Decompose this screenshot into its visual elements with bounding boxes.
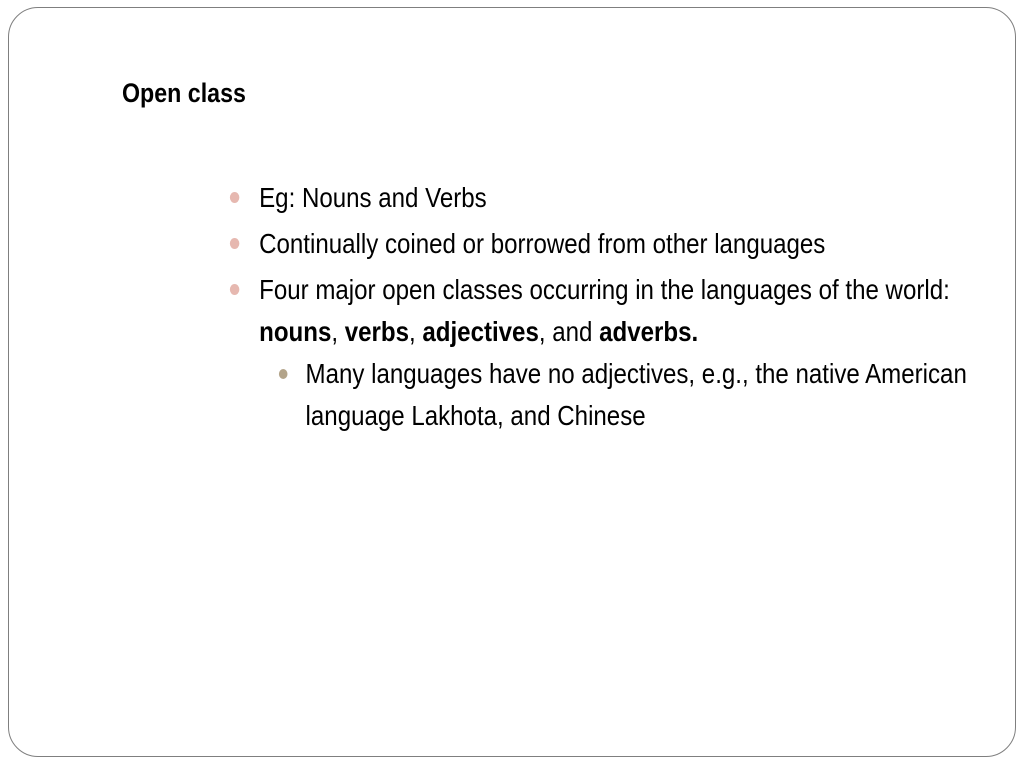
bullet-item — [223, 177, 964, 219]
slide-content — [223, 177, 967, 441]
bullet-dot-icon — [230, 284, 239, 295]
term-adverbs: adverbs. — [599, 316, 699, 347]
separator: , and — [538, 316, 600, 347]
term-nouns: nouns — [259, 316, 332, 347]
separator: , — [409, 316, 423, 347]
separator: , — [331, 316, 345, 347]
bullet-text: Eg: Nouns and Verbs — [259, 182, 487, 213]
bullet-text-prefix: Four major open classes occurring in the languages of the world: — [259, 274, 950, 305]
sub-bullet-item — [269, 353, 993, 437]
bullet-list — [223, 177, 967, 437]
bullet-item — [223, 223, 964, 265]
bullet-text — [259, 274, 950, 347]
bullet-dot-icon — [230, 192, 239, 203]
sub-bullet-dot-icon — [279, 369, 288, 379]
bullet-dot-icon — [230, 238, 239, 249]
sub-bullet-text: Many languages have no adjectives, e.g., the native American language Lakhota, and Chinese — [305, 358, 967, 431]
bullet-item — [223, 269, 967, 437]
bullet-text: Continually coined or borrowed from other languages — [259, 228, 826, 259]
slide-title: Open class — [122, 78, 246, 108]
term-verbs: verbs — [344, 316, 410, 347]
slide-frame — [8, 7, 1016, 757]
term-adjectives: adjectives — [422, 316, 539, 347]
sub-bullet-list — [259, 353, 967, 437]
